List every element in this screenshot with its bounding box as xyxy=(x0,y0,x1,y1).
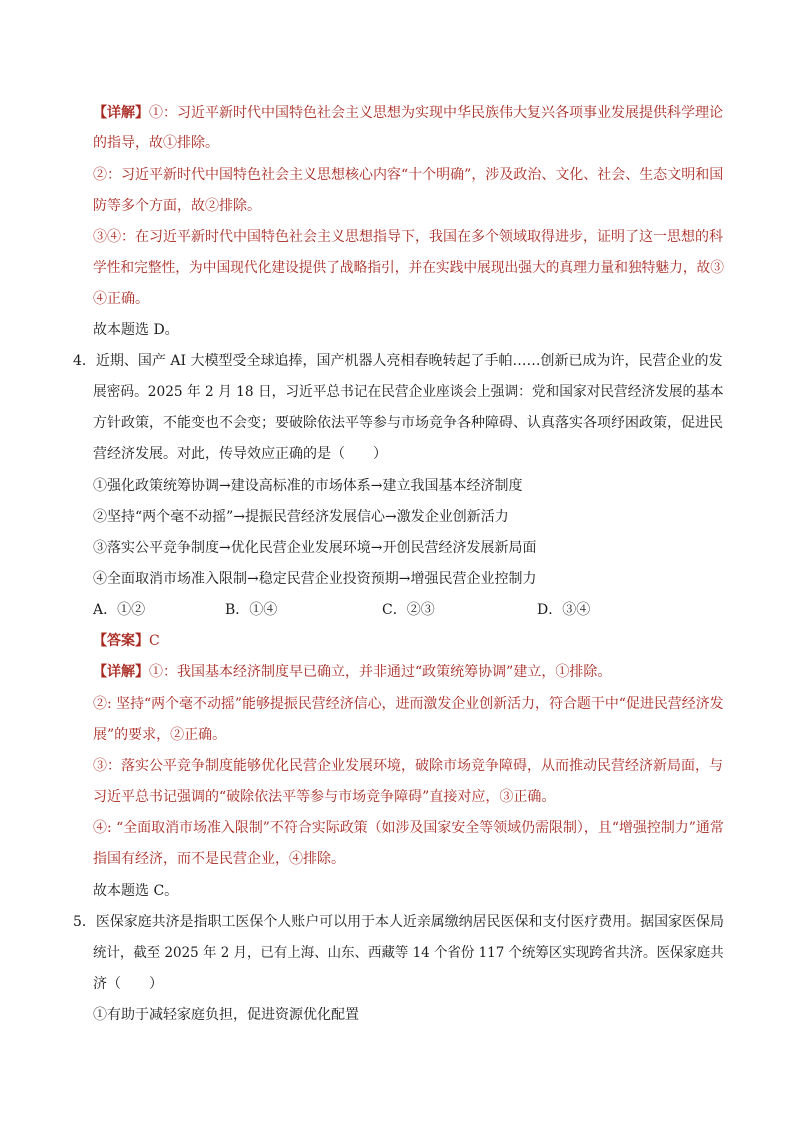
q4-option-a: A．①② xyxy=(93,602,146,618)
q4-stem-line-1 xyxy=(73,351,722,371)
q4-option-c: C．②③ xyxy=(382,602,435,618)
q3-explanation-line-4: 防等多个方面，故②排除。 xyxy=(93,198,261,214)
q4-item-2: ②坚持“两个毫不动摇”→提振民营经济发展信心→激发企业创新活力 xyxy=(93,509,509,525)
q3-explanation-line-1 xyxy=(93,103,723,123)
q4-item-1: ①强化政策统筹协调→建设高标准的市场体系→建立我国基本经济制度 xyxy=(93,478,523,494)
q3-explanation-line-2: 的指导，故①排除。 xyxy=(93,135,219,151)
question-number: 4． xyxy=(73,353,96,369)
q4-option-d: D．③④ xyxy=(537,602,591,618)
q4-option-b: B．①④ xyxy=(225,602,278,618)
q4-explanation-line-1 xyxy=(93,662,611,682)
q4-conclusion: 故本题选 C。 xyxy=(93,883,179,899)
q4-answer xyxy=(93,631,160,651)
q4-explanation-line-5: 习近平总书记强调的“破除依法平等参与市场竞争障碍”直接对应，③正确。 xyxy=(93,789,556,805)
q4-explanation-line-6: ④: “全面取消市场准入限制”不符合实际政策（如涉及国家安全等领域仍需限制），且“增强控制力”通常 xyxy=(93,820,724,836)
q3-explanation-line-6: 学性和完整性，为中国现代化建设提供了战略指引，并在实践中展现出强大的真理力量和独特魅力，故③ xyxy=(93,260,724,276)
answer-label: 【答案】 xyxy=(93,633,149,649)
q4-item-3: ③落实公平竞争制度→优化民营企业发展环境→开创民营经济发展新局面 xyxy=(93,540,537,556)
q4-item-4: ④全面取消市场准入限制→稳定民营企业投资预期→增强民营企业控制力 xyxy=(93,571,537,587)
explanation-label: 【详解】 xyxy=(93,105,149,121)
answer-value: C xyxy=(149,633,160,649)
q3-explanation-line-7: ④正确。 xyxy=(93,291,149,307)
q4-explanation-line-2: ②: 坚持“两个毫不动摇”能够提振民营经济信心，进而激发企业创新活力，符合题干中“促进民营经济发 xyxy=(93,696,724,712)
q5-stem-line-3: 济（ ） xyxy=(93,976,163,992)
q5-stem-line-1 xyxy=(73,912,724,932)
q4-explanation-text: ①：我国基本经济制度早已确立，并非通过“政策统筹协调”建立，①排除。 xyxy=(149,664,612,680)
q4-explanation-line-4: ③：落实公平竞争制度能够优化民营企业发展环境，破除市场竞争障碍，从而推动民营经济新局面，与 xyxy=(93,758,723,774)
q5-item-1: ①有助于减轻家庭负担，促进资源优化配置 xyxy=(93,1007,359,1023)
q4-stem-line-4: 营经济发展。对此，传导效应正确的是（ ） xyxy=(93,446,387,462)
q3-conclusion: 故本题选 D。 xyxy=(93,322,179,338)
q4-stem-line-2: 展密码。2025 年 2 月 18 日，习近平总书记在民营企业座谈会上强调：党和国家对民营经济发展的基本 xyxy=(93,384,724,400)
q3-explanation-line-3: ②：习近平新时代中国特色社会主义思想核心内容“十个明确”，涉及政治、文化、社会、生态文明和国 xyxy=(93,167,724,183)
q5-stem-text: 医保家庭共济是指职工医保个人账户可以用于本人近亲属缴纳居民医保和支付医疗费用。据国家医保局 xyxy=(95,914,724,930)
q5-stem-line-2: 统计，截至 2025 年 2 月，已有上海、山东、西藏等 14 个省份 117 个统筹区实现跨省共济。医保家庭共 xyxy=(93,945,724,961)
q4-stem-line-3: 方针政策，不能变也不会变；要破除依法平等参与市场竞争各种障碍、认真落实各项纾困政策，促进民 xyxy=(93,415,723,431)
q4-explanation-line-7: 指国有经济，而不是民营企业，④排除。 xyxy=(93,851,345,867)
q4-explanation-line-3: 展”的要求，②正确。 xyxy=(93,727,227,743)
q4-stem-text: 近期、国产 AI 大模型受全球追捧，国产机器人亮相春晚转起了手帕……创新已成为许，民营企业的发 xyxy=(95,353,723,369)
question-number: 5． xyxy=(73,914,96,930)
q3-explanation-line-5: ③④：在习近平新时代中国特色社会主义思想指导下，我国在多个领域取得进步，证明了这一思想的科 xyxy=(93,229,723,245)
explanation-label: 【详解】 xyxy=(93,664,149,680)
q3-explanation-text: ①：习近平新时代中国特色社会主义思想为实现中华民族伟大复兴各项事业发展提供科学理论 xyxy=(149,105,723,121)
